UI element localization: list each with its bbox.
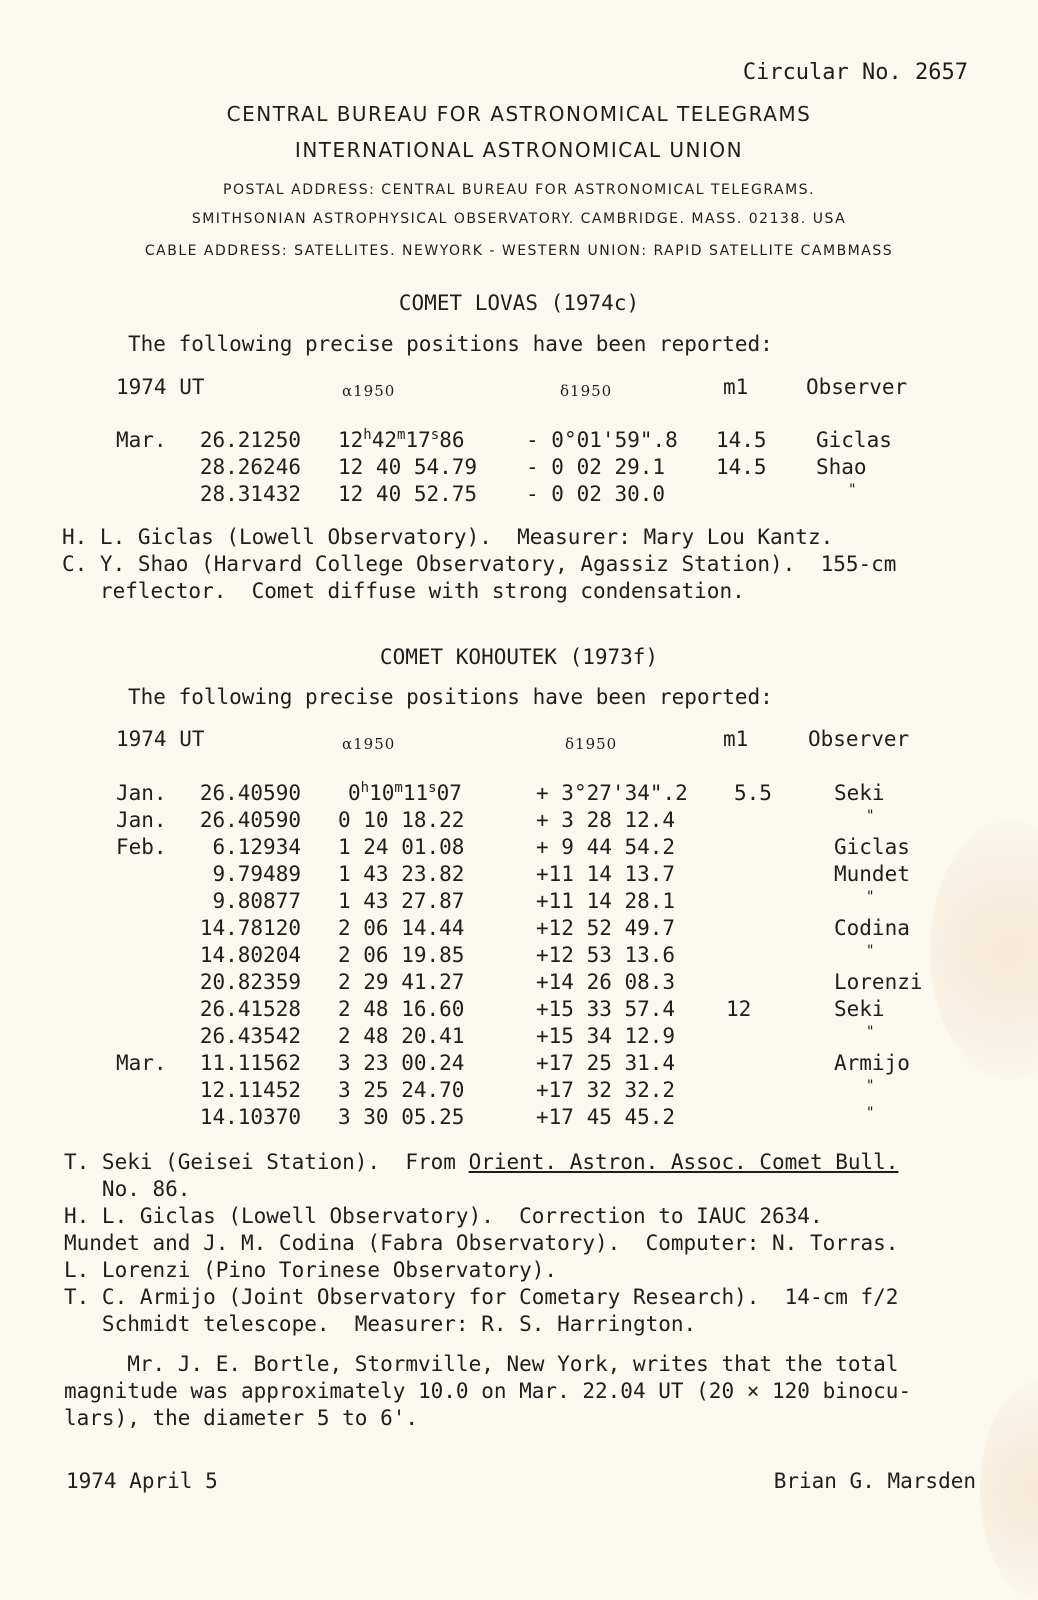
lovas-title: COMET LOVAS (1974c) bbox=[398, 291, 640, 315]
kohoutek-note-seki-cont: No. 86. bbox=[64, 1177, 191, 1201]
month-cell: Jan. bbox=[116, 808, 167, 832]
kohoutek-note-armijo: T. C. Armijo (Joint Observatory for Cometary Research). 14-cm f/2 bbox=[64, 1285, 899, 1309]
month-cell bbox=[116, 943, 181, 970]
ra-fraction: 86 bbox=[439, 428, 465, 452]
ut-cell: 26.41528 bbox=[199, 997, 301, 1021]
lovas-positions-table bbox=[116, 428, 892, 509]
ra-hours: 12 bbox=[338, 428, 364, 452]
observer-cell: Mundet bbox=[834, 862, 910, 886]
kohoutek-mag-header: m1 bbox=[723, 727, 749, 751]
lovas-mag-header: m1 bbox=[723, 375, 749, 399]
seki-text: T. Seki (Geisei Station). From bbox=[64, 1150, 469, 1174]
kohoutek-note-lorenzi: L. Lorenzi (Pino Torinese Observatory). bbox=[64, 1258, 558, 1282]
dec-degrees: 3 bbox=[561, 781, 574, 805]
ut-cell: 14.78120 bbox=[199, 916, 301, 940]
table-row bbox=[116, 997, 923, 1024]
table-row bbox=[116, 781, 923, 808]
ra-cell: 12 40 54.79 bbox=[338, 455, 478, 479]
kohoutek-note-seki bbox=[64, 1149, 898, 1176]
month-cell bbox=[116, 455, 181, 482]
observer-cell: " bbox=[866, 808, 875, 824]
dec-cell: +14 26 08.3 bbox=[536, 970, 676, 994]
mag-cell bbox=[726, 1051, 834, 1078]
mag-cell bbox=[726, 1105, 834, 1132]
ut-cell: 6.12934 bbox=[212, 835, 301, 859]
kohoutek-rows bbox=[116, 808, 923, 1132]
lovas-observer-header: Observer bbox=[806, 375, 908, 399]
ut-cell: 12.11452 bbox=[199, 1078, 301, 1102]
ut-cell: 26.21250 bbox=[199, 428, 301, 452]
kohoutek-note-armijo-cont: Schmidt telescope. Measurer: R. S. Harrington. bbox=[64, 1312, 697, 1336]
ra-cell: 12$^h$42$^m$17$^s$86 bbox=[338, 427, 465, 452]
dec-cell: +15 33 57.4 bbox=[536, 997, 676, 1021]
observer-cell: " bbox=[848, 482, 857, 498]
table-row bbox=[116, 808, 923, 835]
month-cell bbox=[116, 1105, 181, 1132]
lovas-note-shao: C. Y. Shao (Harvard College Observatory, Agassiz Station). 155-cm bbox=[62, 552, 897, 576]
kohoutek-positions-table bbox=[116, 781, 923, 1132]
kohoutek-dec-header: δ1950 bbox=[565, 735, 618, 753]
ut-cell: 14.10370 bbox=[199, 1105, 301, 1129]
ra-fraction: 07 bbox=[436, 781, 462, 805]
ra-cell: 12 40 52.75 bbox=[338, 482, 478, 506]
ra-cell: 1 43 27.87 bbox=[338, 889, 465, 913]
lovas-date-header: 1974 UT bbox=[116, 375, 205, 399]
ra-minutes: 10 bbox=[369, 781, 395, 805]
observer-cell: Lorenzi bbox=[834, 970, 923, 994]
dec-fraction: 2 bbox=[675, 781, 688, 805]
observer-cell: Giclas bbox=[834, 835, 910, 859]
kohoutek-intro: The following precise positions have been reported: bbox=[128, 685, 773, 709]
table-row bbox=[116, 1024, 923, 1051]
mag-cell bbox=[726, 1078, 834, 1105]
dec-cell: +17 25 31.4 bbox=[536, 1051, 676, 1075]
month-cell bbox=[116, 889, 181, 916]
dec-fraction: 8 bbox=[665, 428, 678, 452]
union-title: INTERNATIONAL ASTRONOMICAL UNION bbox=[294, 138, 744, 162]
table-row bbox=[116, 862, 923, 889]
dec-cell: + 9 44 54.2 bbox=[536, 835, 676, 859]
ra-cell: 2 48 16.60 bbox=[338, 997, 465, 1021]
postal-address-line-1: POSTAL ADDRESS: CENTRAL BUREAU FOR ASTRONOMICAL TELEGRAMS. bbox=[223, 182, 815, 198]
month-cell bbox=[116, 862, 181, 889]
observer-cell: Codina bbox=[834, 916, 910, 940]
dec-cell: +17 32 32.2 bbox=[536, 1078, 676, 1102]
mag-cell bbox=[726, 970, 834, 997]
observer-cell: Giclas bbox=[816, 428, 892, 452]
ra-cell: 3 23 00.24 bbox=[338, 1051, 465, 1075]
mag-cell: 12 bbox=[726, 997, 752, 1021]
table-row bbox=[116, 1078, 923, 1105]
kohoutek-note-giclas: H. L. Giclas (Lowell Observatory). Correction to IAUC 2634. bbox=[64, 1204, 823, 1228]
dec-cell: +12 52 49.7 bbox=[536, 916, 676, 940]
dec-arcmin: 27 bbox=[586, 781, 612, 805]
ra-cell: 2 06 19.85 bbox=[338, 943, 465, 967]
dec-cell: +17 45 45.2 bbox=[536, 1105, 676, 1129]
bortle-paragraph-line-1: Mr. J. E. Bortle, Stormville, New York, writes that the total bbox=[64, 1352, 899, 1376]
mag-cell bbox=[716, 482, 816, 509]
ra-minutes: 42 bbox=[371, 428, 398, 452]
lovas-note-giclas: H. L. Giclas (Lowell Observatory). Measurer: Mary Lou Kantz. bbox=[62, 525, 834, 549]
month-cell: Feb. bbox=[116, 835, 167, 859]
table-row bbox=[116, 970, 923, 997]
observer-cell: " bbox=[866, 1024, 875, 1040]
bureau-title: CENTRAL BUREAU FOR ASTRONOMICAL TELEGRAMS bbox=[226, 102, 812, 126]
observer-cell: " bbox=[866, 1078, 875, 1094]
month-cell bbox=[116, 970, 181, 997]
mag-cell bbox=[726, 808, 834, 835]
lovas-intro: The following precise positions have been reported: bbox=[128, 332, 773, 356]
dec-cell: - 0 02 29.1 bbox=[526, 455, 666, 479]
seki-journal: Orient. Astron. Assoc. Comet Bull. bbox=[468, 1150, 899, 1174]
dec-cell: + 3 28 12.4 bbox=[536, 808, 676, 832]
ut-cell: 9.79489 bbox=[212, 862, 301, 886]
ra-hours: 0 bbox=[348, 781, 361, 805]
observer-cell: Seki bbox=[834, 997, 885, 1021]
observer-cell: " bbox=[866, 943, 875, 959]
dec-arcsec: 59 bbox=[614, 428, 640, 452]
observer-cell: " bbox=[866, 1105, 875, 1121]
table-row bbox=[116, 455, 892, 482]
observer-cell: Armijo bbox=[834, 1051, 910, 1075]
dec-cell: +15 34 12.9 bbox=[536, 1024, 676, 1048]
kohoutek-note-mundet: Mundet and J. M. Codina (Fabra Observatory). Computer: N. Torras. bbox=[64, 1231, 899, 1255]
month-cell bbox=[116, 1078, 181, 1105]
ra-cell: 1 24 01.08 bbox=[338, 835, 465, 859]
mag-cell bbox=[726, 1024, 834, 1051]
ra-cell: 2 29 41.27 bbox=[338, 970, 465, 994]
circular-number: Circular No. 2657 bbox=[742, 60, 968, 85]
ut-cell: 20.82359 bbox=[199, 970, 301, 994]
kohoutek-observer-header: Observer bbox=[808, 727, 910, 751]
mag-cell bbox=[726, 943, 834, 970]
ra-cell: 3 25 24.70 bbox=[338, 1078, 465, 1102]
dec-cell: +12 53 13.6 bbox=[536, 943, 676, 967]
ut-cell: 26.40590 bbox=[199, 781, 301, 805]
kohoutek-ra-header: α1950 bbox=[342, 735, 396, 753]
mag-cell bbox=[726, 862, 834, 889]
dec-cell: +11 14 28.1 bbox=[536, 889, 676, 913]
ut-cell: 28.26246 bbox=[199, 455, 301, 479]
ra-seconds: 11 bbox=[402, 781, 429, 805]
signature: Brian G. Marsden bbox=[773, 1469, 976, 1493]
mag-cell: 14.5 bbox=[716, 455, 767, 479]
lovas-dec-header: δ1950 bbox=[560, 382, 613, 400]
dec-cell: +11 14 13.7 bbox=[536, 862, 676, 886]
ra-cell: 0$^h$10$^m$11$^s$07 bbox=[348, 780, 462, 805]
circular-date: 1974 April 5 bbox=[66, 1469, 218, 1493]
table-row bbox=[116, 835, 923, 862]
dec-degrees: 0 bbox=[551, 428, 564, 452]
observer-cell: Shao bbox=[816, 455, 867, 479]
ut-cell: 26.43542 bbox=[199, 1024, 301, 1048]
table-row bbox=[116, 428, 892, 455]
cable-address: CABLE ADDRESS: SATELLITES. NEWYORK - WESTERN UNION: RAPID SATELLITE CAMBMASS bbox=[144, 243, 894, 259]
dec-cell: + 3°27'34".2 bbox=[536, 781, 688, 805]
mag-cell bbox=[726, 889, 834, 916]
mag-cell: 14.5 bbox=[716, 428, 767, 452]
month-cell bbox=[116, 997, 181, 1024]
month-cell bbox=[116, 482, 181, 509]
bortle-paragraph-line-3: lars), the diameter 5 to 6'. bbox=[64, 1406, 419, 1430]
ut-cell: 14.80204 bbox=[199, 943, 301, 967]
mag-cell bbox=[726, 916, 834, 943]
table-row bbox=[116, 916, 923, 943]
bortle-paragraph-line-2: magnitude was approximately 10.0 on Mar. 22.04 UT (20 × 120 binocu- bbox=[64, 1379, 912, 1403]
table-row bbox=[116, 943, 923, 970]
ut-cell: 26.40590 bbox=[199, 808, 301, 832]
table-row bbox=[116, 482, 892, 509]
mag-cell bbox=[726, 835, 834, 862]
ra-cell: 0 10 18.22 bbox=[338, 808, 465, 832]
paper-stain bbox=[980, 1380, 1038, 1600]
ra-seconds: 17 bbox=[405, 428, 431, 452]
ut-cell: 28.31432 bbox=[199, 482, 301, 506]
observer-cell: " bbox=[866, 889, 875, 905]
month-cell: Mar. bbox=[116, 1051, 167, 1075]
month-cell bbox=[116, 1024, 181, 1051]
dec-arcsec: 34 bbox=[624, 781, 650, 805]
kohoutek-title: COMET KOHOUTEK (1973f) bbox=[379, 645, 659, 669]
mag-cell: 5.5 bbox=[734, 781, 772, 805]
lovas-note-shao-cont: reflector. Comet diffuse with strong condensation. bbox=[62, 579, 745, 603]
ra-cell: 2 06 14.44 bbox=[338, 916, 465, 940]
dec-sign: - bbox=[526, 428, 552, 452]
dec-cell: - 0 02 30.0 bbox=[526, 482, 666, 506]
ut-cell: 9.80877 bbox=[212, 889, 301, 913]
table-row bbox=[116, 889, 923, 916]
table-row bbox=[116, 1105, 923, 1132]
month-cell: Jan. bbox=[116, 781, 167, 805]
month-cell bbox=[116, 916, 181, 943]
dec-arcmin: 01 bbox=[576, 428, 602, 452]
ra-cell: 1 43 23.82 bbox=[338, 862, 465, 886]
observer-cell: Seki bbox=[834, 781, 885, 805]
ra-cell: 3 30 05.25 bbox=[338, 1105, 465, 1129]
ra-cell: 2 48 20.41 bbox=[338, 1024, 465, 1048]
kohoutek-date-header: 1974 UT bbox=[116, 727, 205, 751]
table-row bbox=[116, 1051, 923, 1078]
month-cell: Mar. bbox=[116, 428, 167, 452]
dec-cell: - 0°01'59".8 bbox=[526, 428, 678, 452]
ut-cell: 11.11562 bbox=[199, 1051, 301, 1075]
postal-address-line-2: SMITHSONIAN ASTROPHYSICAL OBSERVATORY. CAMBRIDGE. MASS. 02138. USA bbox=[191, 211, 847, 227]
paper-stain bbox=[930, 820, 1038, 1080]
dec-sign: + bbox=[536, 781, 562, 805]
lovas-ra-header: α1950 bbox=[342, 382, 396, 400]
